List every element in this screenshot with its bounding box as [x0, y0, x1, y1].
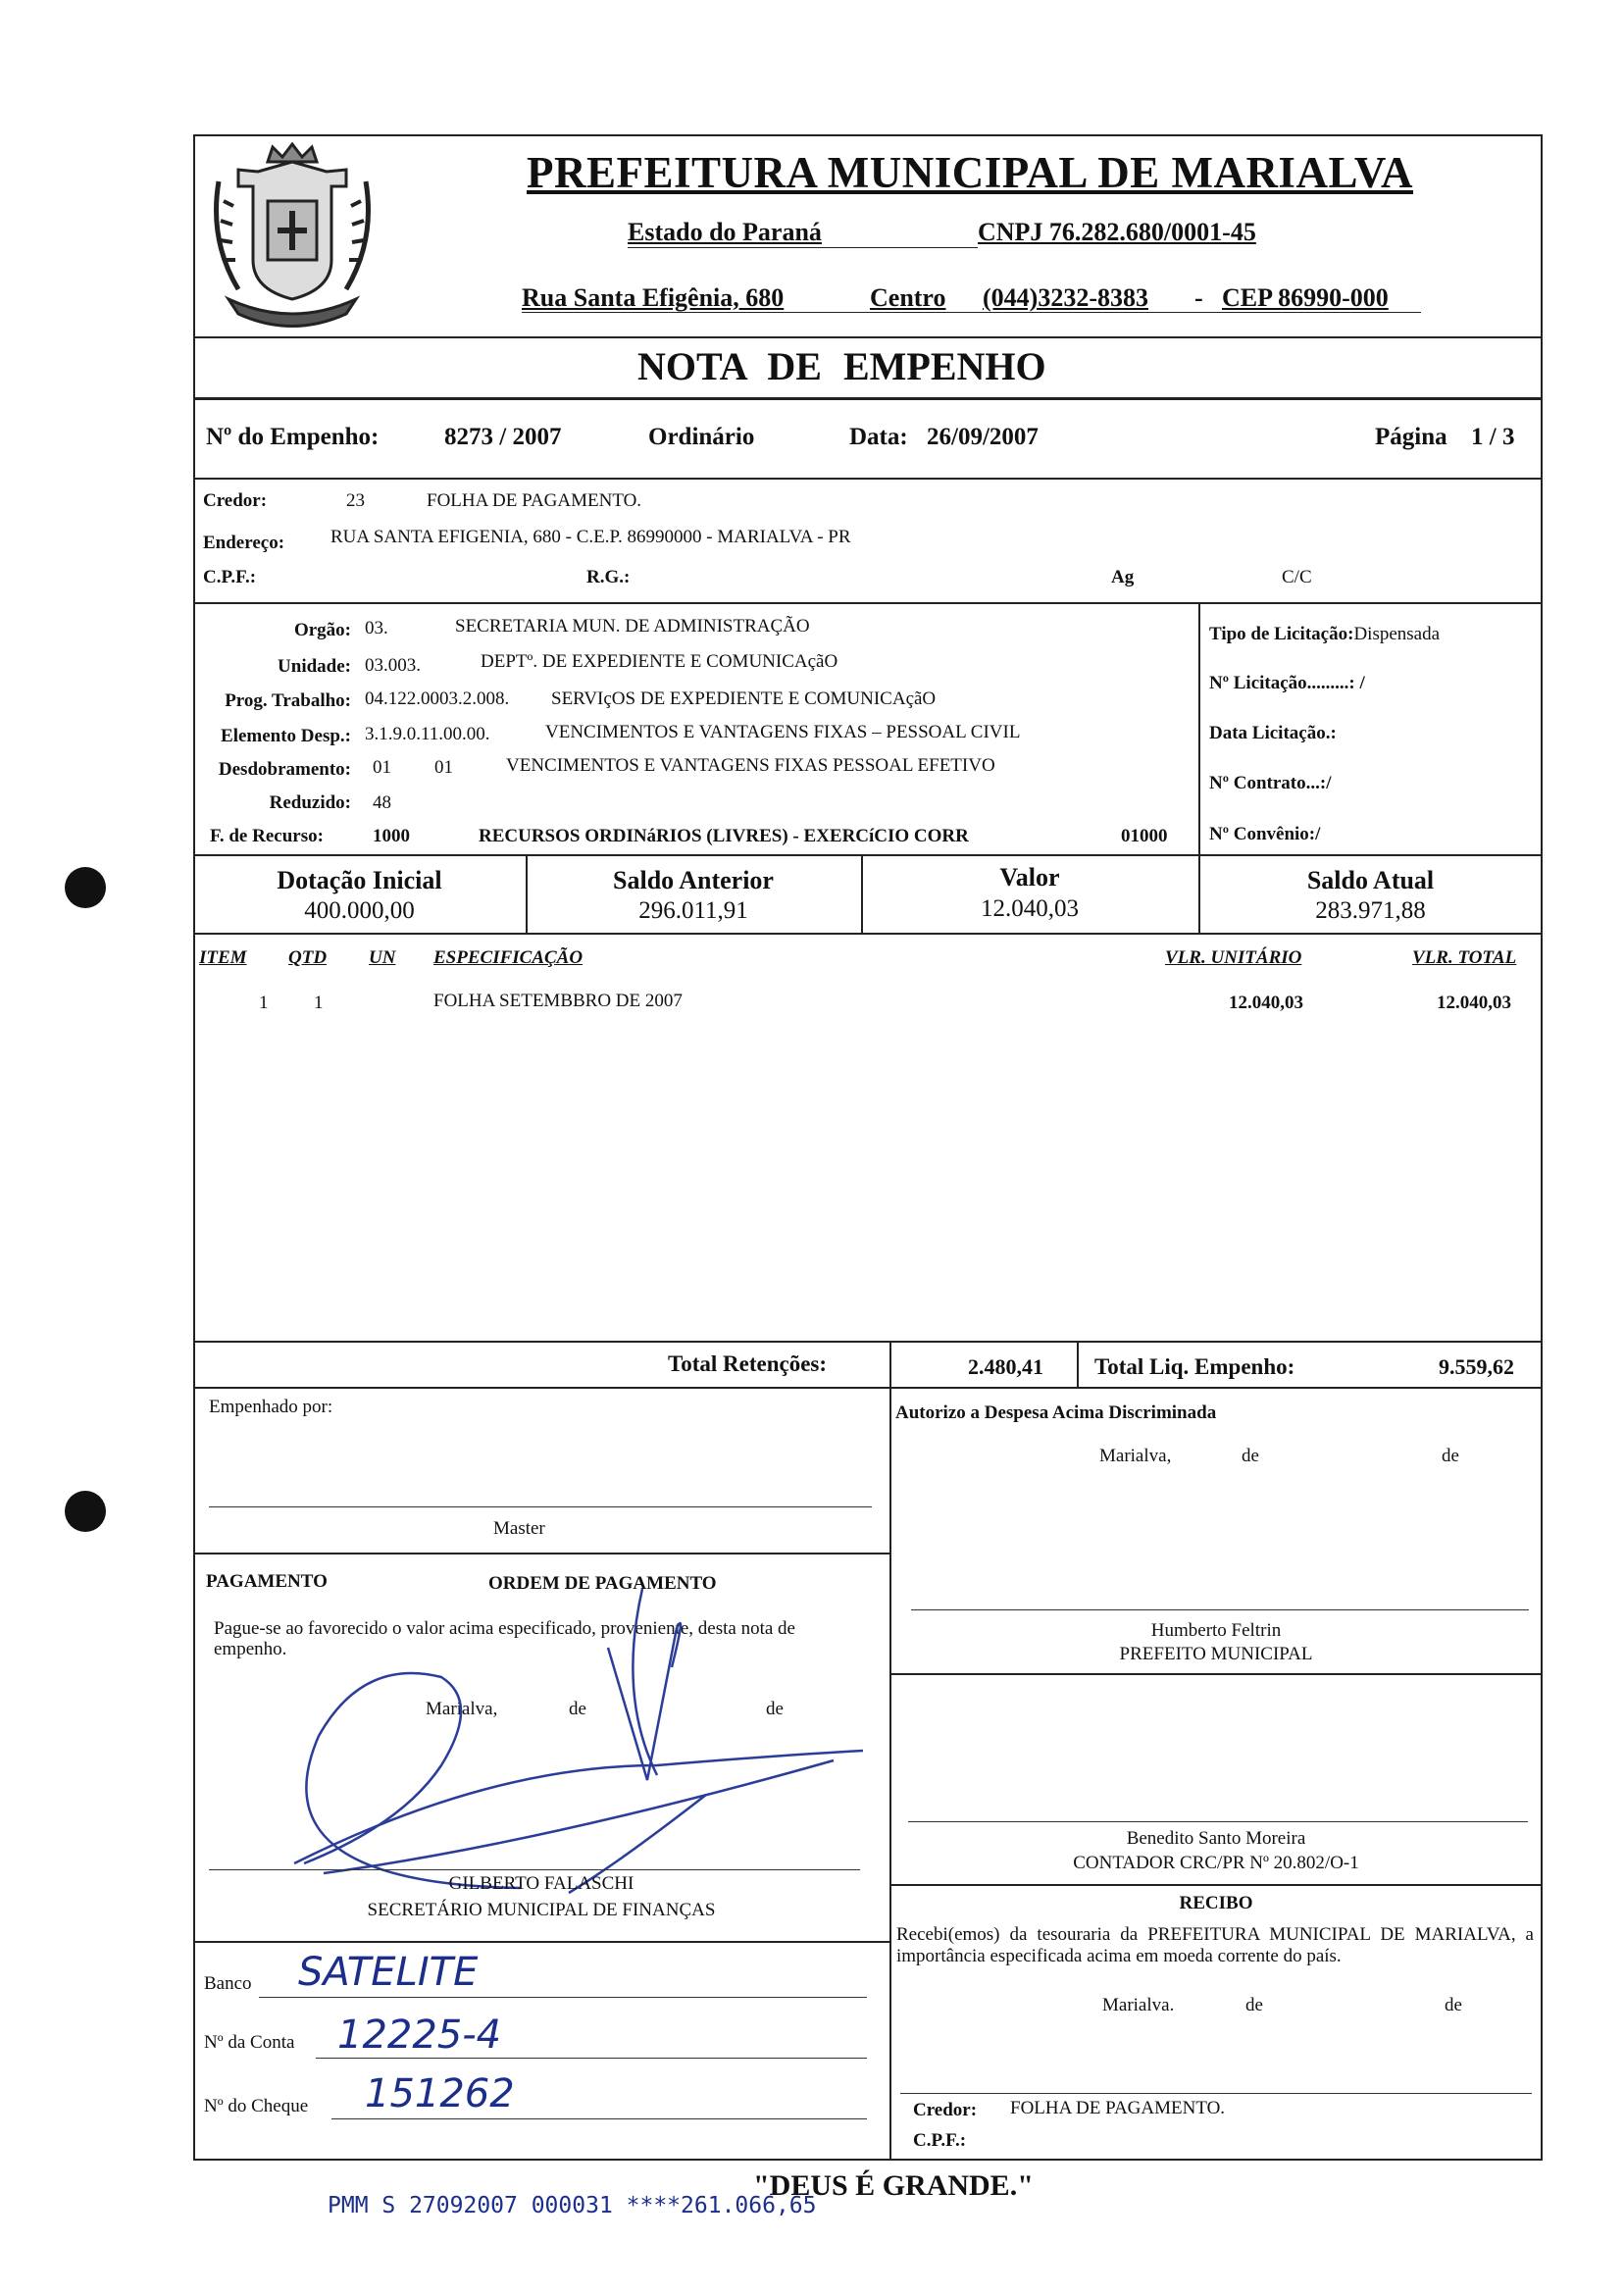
motto: "DEUS É GRANDE." [753, 2169, 1034, 2202]
banco-value: SATELITE [298, 1950, 479, 1995]
reduzido-label: Reduzido: [269, 792, 351, 813]
col-unit: VLR. UNITÁRIO [1165, 947, 1302, 968]
header-cep: CEP 86990-000 [1222, 283, 1389, 312]
header-address: Rua Santa Efigênia, 680 [522, 283, 785, 312]
secretario-sigline [209, 1869, 860, 1870]
items-divider [193, 1341, 1543, 1343]
unidade-label: Unidade: [278, 656, 351, 677]
unidade-code: 03.003. [365, 655, 421, 676]
prog-desc: SERVIçOS DE EXPEDIENTE E COMUNICAçãO [551, 688, 937, 709]
empenho-label: Nº do Empenho: [206, 424, 380, 450]
date-label: Data: [849, 424, 908, 450]
recibo-credor-label: Credor: [913, 2100, 978, 2120]
saldo-atual-label: Saldo Atual [1306, 866, 1435, 894]
contador-name: Benedito Santo Moreira [1126, 1828, 1306, 1849]
saldo-anterior-label: Saldo Anterior [613, 866, 774, 894]
header-phone: (044)3232-8383 [983, 283, 1148, 312]
autorizo-label: Autorizo a Despesa Acima Discriminada [895, 1402, 1217, 1423]
recibo-text: Recebi(emos) da tesouraria da PREFEITURA MUNICIPAL DE MARIALVA, a importância especificada acima em moeda corrente do país. [896, 1924, 1534, 1966]
recurso-label: F. de Recurso: [210, 826, 324, 846]
recibo-label: RECIBO [1179, 1893, 1253, 1913]
endereco-label: Endereço: [203, 533, 285, 553]
address-underline [522, 312, 1421, 313]
cc-label: C/C [1282, 567, 1312, 587]
cpf-label: C.P.F.: [203, 567, 257, 587]
recurso-code2: 01000 [1121, 826, 1168, 846]
credor-label: Credor: [203, 490, 268, 511]
header-title: PREFEITURA MUNICIPAL DE MARIALVA [527, 148, 1414, 197]
orgao-label: Orgão: [293, 620, 351, 640]
reduzido-value: 48 [373, 792, 391, 813]
punch-hole-top [65, 867, 106, 908]
cheque-line [331, 2118, 867, 2119]
prefeito-sigline [911, 1609, 1529, 1610]
empenho-type: Ordinário [648, 424, 755, 450]
header-district: Centro [870, 283, 946, 312]
info-divider [193, 478, 1543, 480]
prefeito-divider [889, 1673, 1543, 1675]
row-total: 12.040,03 [1437, 993, 1511, 1013]
liq-value: 9.559,62 [1439, 1354, 1514, 1379]
secretario-name: GILBERTO FALASCHI [448, 1873, 634, 1894]
contador-sigline [908, 1821, 1528, 1822]
liq-label: Total Liq. Empenho: [1094, 1354, 1295, 1379]
col-un: UN [369, 947, 396, 968]
contador-divider [889, 1884, 1543, 1886]
elem-desc: VENCIMENTOS E VANTAGENS FIXAS – PESSOAL CIVIL [545, 722, 1021, 742]
creditor-divider [193, 602, 1543, 604]
elem-label: Elemento Desp.: [221, 726, 351, 746]
valor-value: 12.040,03 [981, 895, 1079, 922]
row-qtd: 1 [314, 993, 324, 1013]
doc-title: NOTA DE EMPENHO [637, 344, 1046, 388]
convenio-label: Nº Convênio:/ [1209, 824, 1321, 844]
recibo-sigline [900, 2093, 1532, 2094]
retencoes-value: 2.480,41 [968, 1354, 1043, 1379]
col-qtd: QTD [288, 947, 328, 968]
banco-label: Banco [204, 1973, 252, 1994]
recibo-cpf-label: C.P.F.: [913, 2130, 967, 2151]
page-label: Página [1375, 424, 1447, 450]
dotacao-value: 400.000,00 [304, 897, 415, 924]
prog-label: Prog. Trabalho: [225, 690, 351, 711]
ret-divider [193, 1387, 1543, 1389]
machine-stamp: PMM S 27092007 000031 ****261.066,65 [328, 2193, 817, 2218]
totals-divider [193, 933, 1543, 935]
row-unit: 12.040,03 [1229, 993, 1303, 1013]
prog-code: 04.122.0003.2.008. [365, 688, 510, 709]
header-state: Estado do Paraná [628, 218, 822, 246]
pagamento-de1: de [569, 1699, 586, 1719]
tipo-licitacao-value: Dispensada [1353, 624, 1441, 644]
recurso-desc: RECURSOS ORDINáRIOS (LIVRES) - EXERCíCIO CORR [479, 826, 969, 846]
pagamento-label: PAGAMENTO [206, 1571, 328, 1592]
pagamento-de2: de [766, 1699, 784, 1719]
header-divider [193, 336, 1543, 338]
retencoes-label: Total Retenções: [668, 1351, 828, 1376]
contrato-label: Nº Contrato...:/ [1209, 773, 1332, 793]
page-value: 1 / 3 [1471, 424, 1515, 450]
endereco-value: RUA SANTA EFIGENIA, 680 - C.E.P. 86990000 - MARIALVA - PR [330, 527, 851, 547]
valor-label: Valor [999, 863, 1060, 892]
empenhado-divider [193, 1553, 889, 1554]
cheque-value: 151262 [365, 2071, 515, 2116]
cheque-label: Nº do Cheque [204, 2096, 309, 2116]
dotacao-label: Dotação Inicial [277, 866, 442, 894]
desd-code1: 01 [373, 757, 391, 778]
budget-vdivider [1198, 602, 1200, 854]
secretario-divider [193, 1941, 889, 1943]
credor-code: 23 [346, 490, 365, 511]
secretario-title: SECRETÁRIO MUNICIPAL DE FINANÇAS [367, 1900, 716, 1920]
col-item: ITEM [199, 947, 247, 968]
num-licitacao-label: Nº Licitação.........: / [1209, 673, 1365, 693]
desd-label: Desdobramento: [218, 759, 351, 780]
recibo-de2: de [1445, 1995, 1462, 2015]
prefeito-name: Humberto Feltrin [1150, 1620, 1282, 1641]
empenho-value: 8273 / 2007 [444, 424, 562, 450]
row-item: 1 [259, 993, 269, 1013]
banco-line [259, 1997, 867, 1998]
master-label: Master [493, 1518, 545, 1539]
autorizo-de2: de [1442, 1446, 1459, 1466]
pague-text: Pague-se ao favorecido o valor acima especificado, proveniente, desta nota de empenho. [214, 1618, 795, 1660]
title-divider [193, 397, 1543, 400]
autorizo-de1: de [1242, 1446, 1259, 1466]
ordem-label: ORDEM DE PAGAMENTO [488, 1573, 717, 1594]
contador-title: CONTADOR CRC/PR Nº 20.802/O-1 [1073, 1853, 1359, 1873]
recibo-credor-value: FOLHA DE PAGAMENTO. [1010, 2098, 1226, 2118]
ret-vdiv-1 [889, 1341, 891, 1387]
rg-label: R.G.: [586, 567, 631, 587]
orgao-code: 03. [365, 618, 388, 638]
conta-value: 12225-4 [337, 2013, 502, 2058]
autorizo-marialva: Marialva, [1099, 1446, 1172, 1466]
row-spec: FOLHA SETEMBBRO DE 2007 [433, 991, 683, 1011]
conta-label: Nº da Conta [204, 2032, 295, 2053]
empenhado-label: Empenhado por: [209, 1397, 333, 1417]
header-dash: - [1194, 283, 1203, 312]
ret-vdiv-2 [1077, 1341, 1079, 1387]
unidade-desc: DEPTº. DE EXPEDIENTE E COMUNICAçãO [481, 651, 838, 672]
recurso-code: 1000 [373, 826, 410, 846]
ag-label: Ag [1111, 567, 1135, 587]
credor-name: FOLHA DE PAGAMENTO. [427, 490, 642, 511]
lower-vdivider [889, 1387, 891, 2161]
recibo-marialva: Marialva. [1102, 1995, 1175, 2015]
punch-hole-bottom [65, 1491, 106, 1532]
saldo-atual-value: 283.971,88 [1315, 897, 1426, 924]
col-spec: ESPECIFICAÇÃO [433, 947, 584, 968]
date-value: 26/09/2007 [927, 424, 1039, 450]
recibo-de1: de [1245, 1995, 1263, 2015]
desd-desc: VENCIMENTOS E VANTAGENS FIXAS PESSOAL EFETIVO [506, 755, 995, 776]
elem-code: 3.1.9.0.11.00.00. [365, 724, 490, 744]
desd-code2: 01 [434, 757, 453, 778]
tipo-licitacao-label: Tipo de Licitação:Dispensada [1209, 624, 1441, 644]
budget-divider [193, 854, 1543, 856]
saldo-anterior-value: 296.011,91 [638, 897, 748, 924]
empenhado-sigline [209, 1506, 872, 1507]
col-total: VLR. TOTAL [1412, 947, 1517, 968]
state-underline [628, 247, 978, 248]
coat-of-arms-logo [199, 142, 385, 329]
orgao-desc: SECRETARIA MUN. DE ADMINISTRAÇÃO [455, 616, 810, 637]
pagamento-marialva: Marialva, [426, 1699, 498, 1719]
prefeito-title: PREFEITO MUNICIPAL [1119, 1644, 1313, 1664]
conta-line [316, 2058, 867, 2059]
data-licitacao-label: Data Licitação.: [1209, 723, 1337, 743]
header-cnpj: CNPJ 76.282.680/0001-45 [978, 218, 1256, 246]
